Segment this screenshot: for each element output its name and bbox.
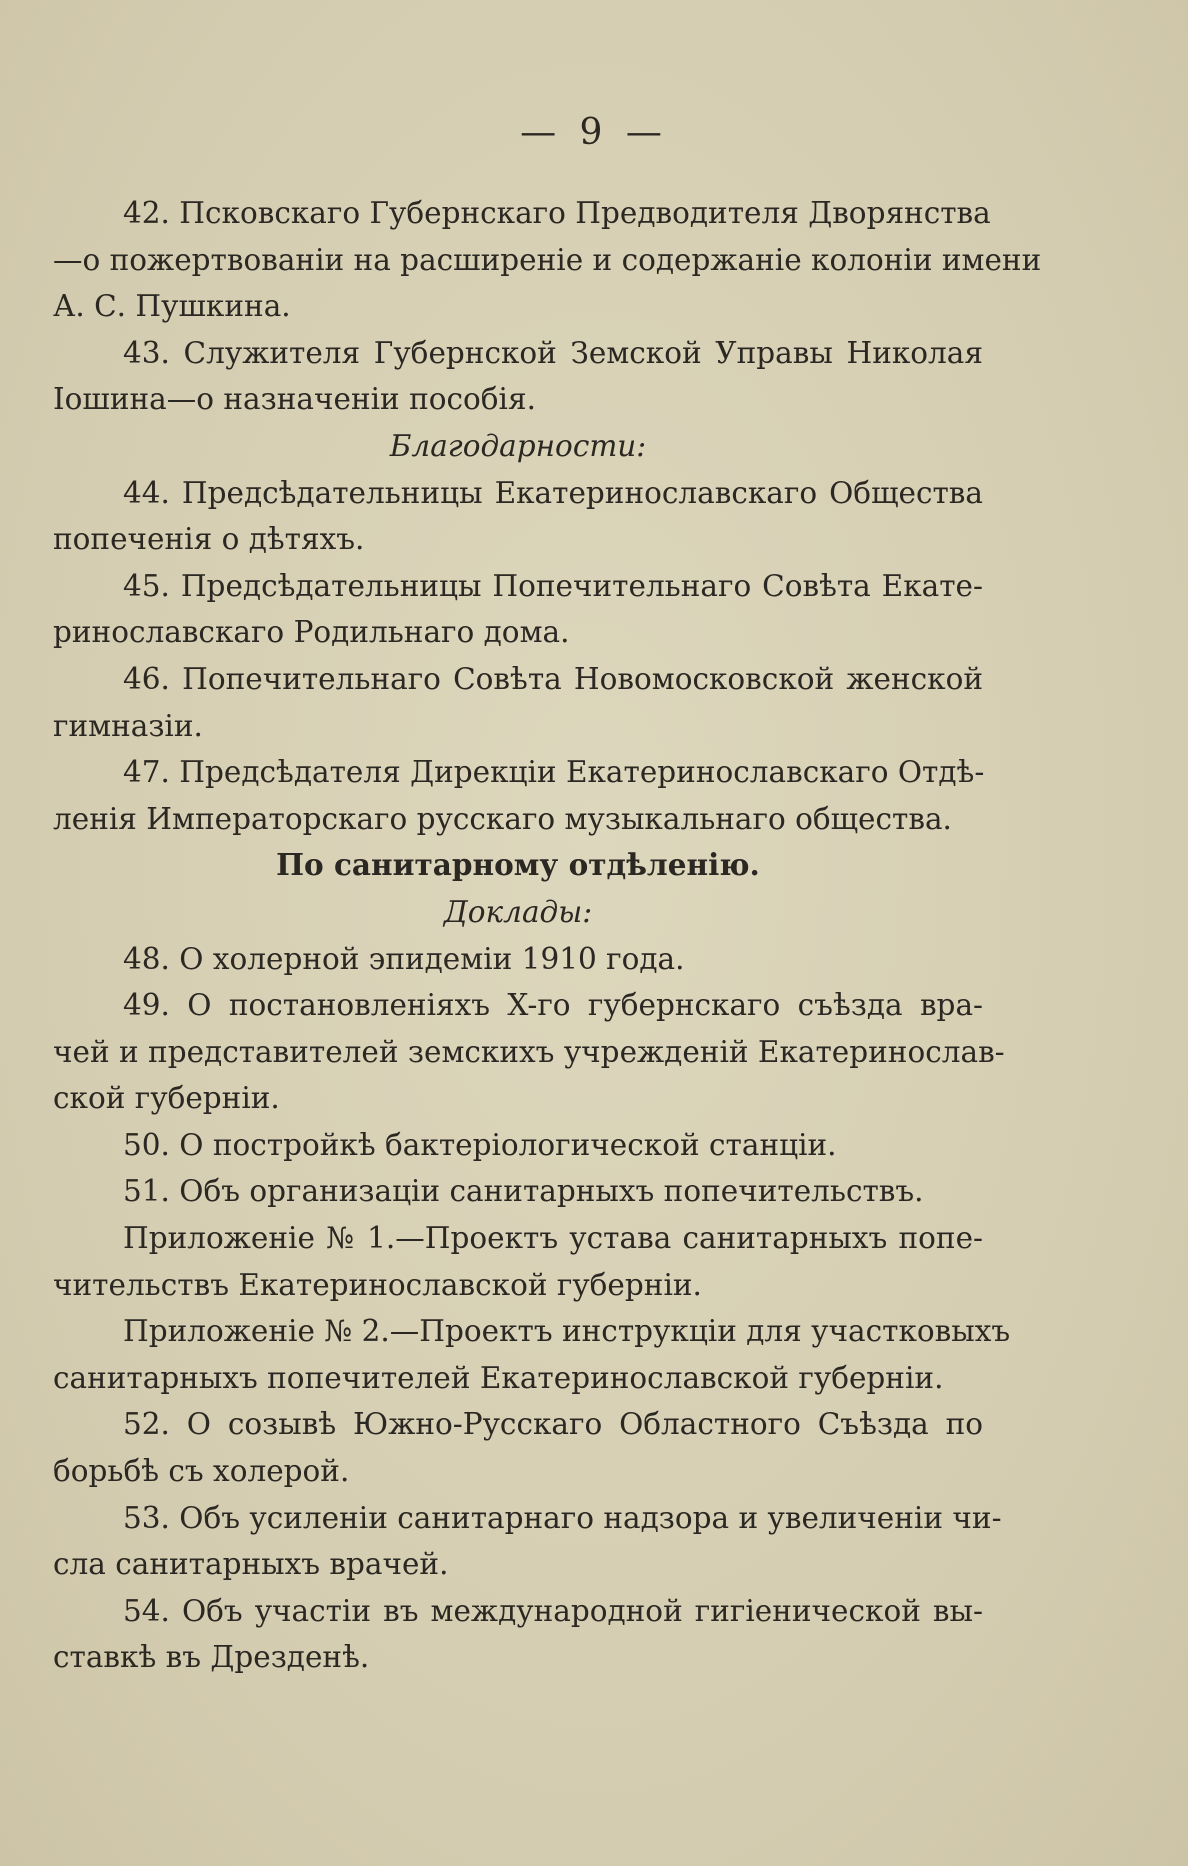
item-45-line-2: ринославскаго Родильнаго дома. xyxy=(53,615,570,650)
appendix-2-line-1: Приложеніе № 2.—Проектъ инструкціи для участковыхъ xyxy=(123,1314,1011,1349)
appendix-1-line-1: Приложеніе № 1.—Проектъ устава санитарныхъ попе- xyxy=(123,1221,983,1256)
item-53-line-2: сла санитарныхъ врачей. xyxy=(53,1547,449,1582)
page-number: — 9 — xyxy=(520,112,668,153)
appendix-2-line-2: санитарныхъ попечителей Екатеринославской губерніи. xyxy=(53,1360,944,1395)
item-54-line-2: ставкѣ въ Дрезденѣ. xyxy=(53,1640,370,1675)
item-46-line-1: 46. Попечительнаго Совѣта Новомосковской женской xyxy=(123,661,983,696)
item-42-line-3: А. С. Пушкина. xyxy=(53,289,291,324)
item-42-line-2: —о пожертвованіи на расширеніе и содержаніе колоніи имени xyxy=(53,242,1042,277)
body-text xyxy=(53,190,1042,1681)
section-heading-thanks: Благодарности: xyxy=(389,428,647,463)
item-49-line-1: 49. О постановленіяхъ X-го губернскаго съѣзда вра- xyxy=(123,988,983,1023)
item-51-line-1: 51. Объ организаціи санитарныхъ попечительствъ. xyxy=(123,1174,924,1209)
item-45-line-1: 45. Предсѣдательницы Попечительнаго Совѣта Екате- xyxy=(123,568,983,603)
item-42-line-1: 42. Псковскаго Губернскаго Предводителя Дворянства xyxy=(123,196,991,230)
item-44-line-2: попеченія о дѣтяхъ. xyxy=(53,522,365,557)
item-52-line-1: 52. О созывѣ Южно-Русскаго Областного Съѣзда по xyxy=(123,1407,983,1442)
item-48-line-1: 48. О холерной эпидеміи 1910 года. xyxy=(123,941,685,976)
appendix-1-line-2: чительствъ Екатеринославской губерніи. xyxy=(53,1267,702,1302)
item-43-line-1: 43. Служителя Губернской Земской Управы Николая xyxy=(123,335,983,370)
item-54-line-1: 54. Объ участіи въ международной гигіенической вы- xyxy=(123,1593,983,1628)
item-50-line-1: 50. О постройкѣ бактеріологической станціи. xyxy=(123,1127,837,1162)
item-46-line-2: гимназіи. xyxy=(53,708,203,743)
item-43-line-2: Іошина—о назначеніи пособія. xyxy=(53,382,536,417)
section-heading-sanitary: По санитарному отдѣленію. xyxy=(276,847,760,883)
item-49-line-3: ской губерніи. xyxy=(53,1081,280,1116)
item-44-line-1: 44. Предсѣдательницы Екатеринославскаго Общества xyxy=(123,475,983,510)
item-47-line-2: ленія Императорскаго русскаго музыкальнаго общества. xyxy=(53,801,952,836)
item-53-line-1: 53. Объ усиленіи санитарнаго надзора и увеличеніи чи- xyxy=(123,1500,1002,1535)
item-52-line-2: борьбѣ съ холерой. xyxy=(53,1454,350,1489)
item-49-line-2: чей и представителей земскихъ учрежденій Екатеринослав- xyxy=(53,1034,1005,1069)
section-heading-reports: Доклады: xyxy=(443,894,593,929)
item-47-line-1: 47. Предсѣдателя Дирекціи Екатеринославскаго Отдѣ- xyxy=(123,755,985,790)
